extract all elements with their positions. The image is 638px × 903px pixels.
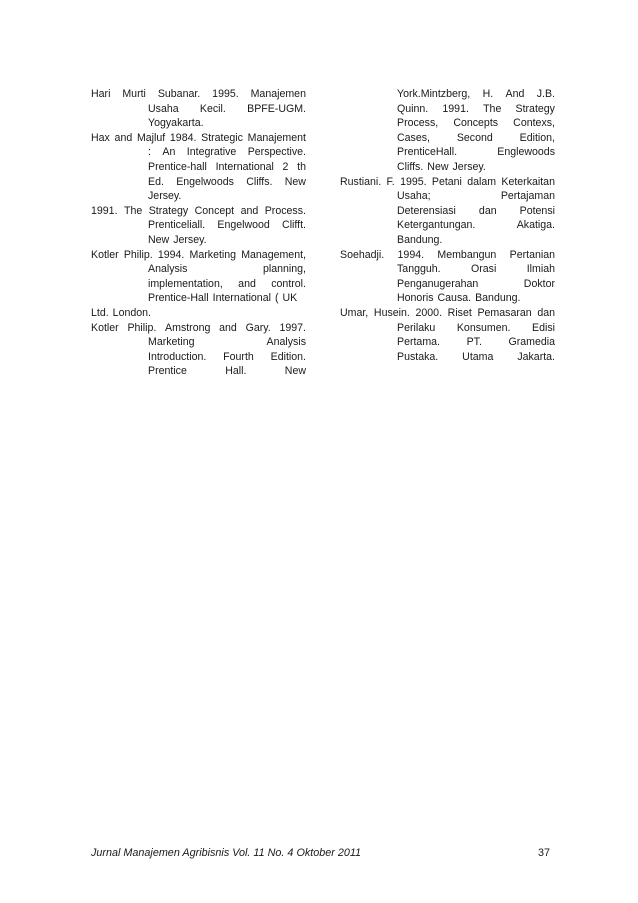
reference-word: Orasi [471, 263, 497, 276]
reference-word: UK [282, 292, 298, 305]
reference-word: 1995. [400, 175, 427, 188]
reference-word: Process, [397, 117, 439, 130]
reference-word: Tangguh. [397, 263, 441, 276]
reference-word: Penganugerahan [397, 277, 479, 290]
reference-word: Cliffs. [246, 175, 273, 188]
reference-word: Petani [431, 175, 462, 188]
reference-word: London. [112, 306, 151, 319]
reference-word: Strategy [515, 102, 555, 115]
reference-word: implementation, [148, 277, 223, 290]
reference-word: J.B. [536, 88, 555, 100]
reference-word: Kotler [91, 321, 119, 334]
reference-line [397, 262, 555, 277]
reference-word: 2 [282, 160, 289, 173]
reference-word: 1994. [157, 248, 185, 261]
reference-line [397, 350, 555, 365]
journal-citation: Jurnal Manajemen Agribisnis Vol. 11 No. 4 Oktober 2011 [91, 847, 362, 859]
reference-line [397, 189, 555, 204]
reference-line [397, 102, 555, 117]
reference-word: Murti [122, 88, 146, 100]
reference-word: Strategic [201, 131, 243, 144]
reference-word: Keterkaitan [501, 175, 555, 188]
reference-word: Strategy [148, 204, 189, 217]
reference-word: Engelwood [217, 219, 270, 232]
reference-word: and [219, 321, 237, 334]
reference-word: Pustaka. [397, 350, 439, 363]
reference-word: Concept [194, 204, 235, 217]
reference-word: Analysis [266, 336, 306, 349]
reference-line [148, 277, 306, 292]
reference-word: Fourth [223, 350, 254, 363]
reference-line [148, 189, 306, 204]
reference-word: 1995. [212, 88, 239, 100]
reference-line [340, 248, 555, 263]
reference-line [91, 306, 306, 321]
reference-word: Ketergantungan. [397, 219, 476, 232]
reference-word: New [284, 365, 306, 378]
reference-word: Gary. [245, 321, 271, 334]
page-footer [91, 847, 550, 859]
reference-word: Integrative [186, 146, 237, 159]
reference-word: Prenticeliall. [148, 219, 206, 232]
reference-word: Engelwoods [176, 175, 234, 188]
reference-line [397, 277, 555, 292]
reference-word: International [215, 160, 274, 173]
reference-word: Cliffs. [397, 160, 424, 173]
reference-word: H. [482, 88, 494, 100]
reference-word: Pemasaran [477, 306, 532, 319]
reference-word: Prentice [148, 365, 187, 378]
reference-word: Kecil. [199, 102, 226, 115]
reference-word: Process. [264, 204, 306, 217]
reference-word: dan [537, 306, 555, 319]
reference-line [397, 116, 555, 131]
reference-word: 2000. [415, 306, 443, 319]
reference-word: Potensi [519, 204, 555, 217]
reference-line [148, 160, 306, 175]
reference-word: Englewoods [497, 146, 555, 159]
reference-word: Gramedia [508, 336, 555, 349]
reference-word: Analysis [148, 263, 188, 276]
reference-word: Contexs, [513, 117, 555, 130]
reference-word: Quinn. [397, 102, 429, 115]
reference-word: th [297, 160, 306, 173]
reference-line [397, 145, 555, 160]
references-left-column [91, 87, 306, 379]
reference-word: Hari [91, 88, 111, 100]
reference-word: The [123, 204, 143, 217]
reference-word: Rustiani. [340, 175, 382, 188]
reference-line [397, 218, 555, 233]
reference-word: 1991. [91, 204, 118, 217]
reference-word: Manajement [247, 131, 306, 144]
reference-word: Riset [447, 306, 472, 319]
reference-word: Membangun [437, 248, 497, 261]
reference-word: Deterensiasi [397, 204, 456, 217]
reference-line [148, 262, 306, 277]
reference-word: Usaha [148, 102, 179, 115]
reference-line [148, 218, 306, 233]
reference-word: New [284, 175, 306, 188]
reference-word: Introduction. [148, 350, 207, 363]
reference-line [397, 321, 555, 336]
reference-word: Ilmiah [526, 263, 555, 276]
reference-line [91, 204, 306, 219]
reference-word: Edition, [519, 131, 555, 144]
reference-line [148, 102, 306, 117]
reference-word: Causa. [437, 292, 472, 305]
reference-word: Ltd. [91, 306, 109, 319]
reference-word: 1997. [279, 321, 306, 334]
reference-word: Philip. [123, 248, 153, 261]
reference-word: New [427, 160, 449, 173]
reference-word: 1984. [169, 131, 197, 144]
reference-word: Konsumen. [456, 321, 511, 334]
reference-word: The [483, 102, 502, 115]
reference-word: dan [478, 204, 497, 217]
reference-word: Perspective. [247, 146, 306, 159]
reference-line [91, 87, 306, 102]
reference-word: Amstrong [165, 321, 211, 334]
reference-line [148, 350, 306, 365]
reference-line [397, 160, 555, 175]
reference-word: 1991. [442, 102, 469, 115]
reference-word: Jersey. [173, 233, 207, 246]
reference-word: Manajemen [250, 88, 306, 100]
reference-word: International [212, 292, 271, 305]
reference-word: Philip. [127, 321, 157, 334]
reference-word: Usaha; [397, 190, 431, 203]
reference-word: 1994. [397, 248, 425, 261]
reference-word: Akatiga. [516, 219, 555, 232]
reference-word: York.Mintzberg, [397, 88, 471, 100]
reference-word: New [148, 233, 170, 246]
reference-line [397, 335, 555, 350]
reference-word: Bandung. [475, 292, 521, 305]
reference-line [148, 116, 306, 131]
reference-line [397, 291, 555, 306]
reference-line [148, 233, 306, 248]
reference-word: Prentice-Hall [148, 292, 209, 305]
reference-word: and [240, 204, 259, 217]
reference-word: Prentice-hall [148, 160, 207, 173]
reference-word: Jersey. [452, 160, 486, 173]
reference-word: Second [456, 131, 493, 144]
reference-line [91, 248, 306, 263]
reference-word: : [148, 146, 151, 159]
reference-line [397, 233, 555, 248]
reference-word: Cases, [397, 131, 430, 144]
reference-word: Pertama. [397, 336, 440, 349]
reference-word: Utama [462, 350, 494, 363]
reference-word: control. [271, 277, 306, 290]
reference-word: Honoris [397, 292, 434, 305]
reference-word: Jakarta. [517, 350, 555, 363]
reference-line [397, 131, 555, 146]
reference-word: PT. [466, 336, 482, 349]
reference-word: Soehadji. [340, 248, 385, 261]
reference-word: PrenticeHall. [397, 146, 458, 159]
reference-word: And [505, 88, 525, 100]
reference-word: Clifft. [282, 219, 306, 232]
reference-word: Yogyakarta. [148, 117, 204, 130]
reference-word: Marketing [148, 336, 195, 349]
reference-line [148, 335, 306, 350]
reference-word: Bandung. [397, 233, 443, 246]
reference-word: Majluf [136, 131, 166, 144]
reference-word: Ed. [148, 175, 164, 188]
reference-word: Edisi [532, 321, 555, 334]
reference-word: An [162, 146, 176, 159]
reference-word: Pertajaman [500, 190, 555, 203]
reference-word: Edition. [270, 350, 306, 363]
reference-word: BPFE-UGM. [247, 102, 306, 115]
reference-word: and [114, 131, 133, 144]
references-right-column [340, 87, 555, 364]
reference-word: Perilaku [397, 321, 436, 334]
reference-word: F. [386, 175, 395, 188]
reference-line [91, 131, 306, 146]
reference-word: dalam [467, 175, 497, 188]
reference-line [340, 306, 555, 321]
reference-word: planning, [262, 263, 306, 276]
reference-word: Husein. [373, 306, 410, 319]
reference-word: Kotler [91, 248, 119, 261]
reference-word: Umar, [340, 306, 369, 319]
reference-word: Subanar. [157, 88, 201, 100]
reference-word: Concepts [453, 117, 499, 130]
reference-line [91, 321, 306, 336]
reference-line [397, 87, 555, 102]
page-number: 37 [537, 847, 550, 859]
reference-line [148, 175, 306, 190]
reference-word: Hall. [225, 365, 247, 378]
reference-word: Jersey. [148, 190, 182, 203]
reference-line [148, 145, 306, 160]
reference-line [397, 204, 555, 219]
reference-word: ( [274, 292, 279, 305]
reference-word: and [238, 277, 256, 290]
reference-line [148, 364, 306, 379]
reference-word: Marketing [189, 248, 237, 261]
reference-line [340, 175, 555, 190]
reference-word: Doktor [523, 277, 555, 290]
reference-word: Pertanian [509, 248, 555, 261]
reference-line [148, 291, 306, 306]
reference-word: Hax [91, 131, 110, 144]
reference-word: Management, [241, 248, 306, 261]
